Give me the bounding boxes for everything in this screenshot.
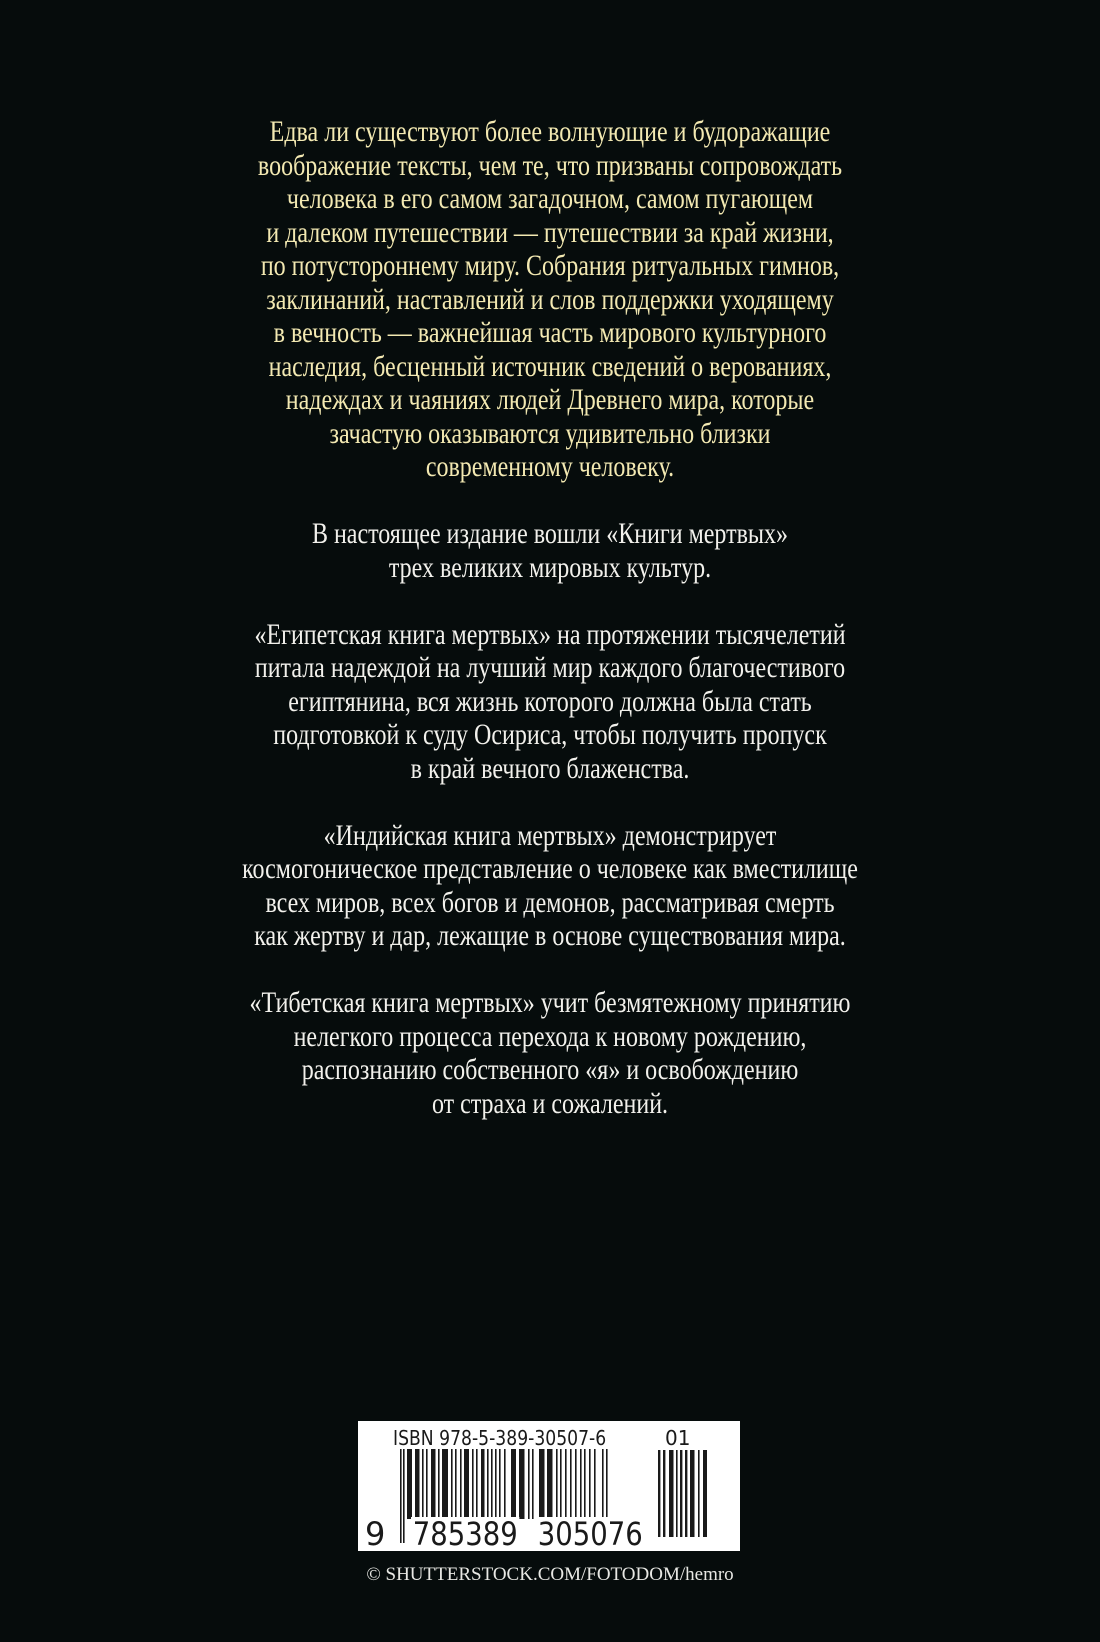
text-line: как жертву и дар, лежащие в основе существования мира. bbox=[254, 919, 846, 952]
text-line: от страха и сожалений. bbox=[431, 1086, 669, 1120]
text-line: заклинаний, наставлений и слов поддержки уходящему bbox=[266, 282, 834, 316]
text-line: всех миров, всех богов и демонов, рассматривая смерть bbox=[265, 885, 835, 919]
text-line: наследия, бесценный источник сведений о верованиях, bbox=[268, 349, 832, 383]
barcode-lead-digit: 9 bbox=[365, 1515, 386, 1553]
isbn-barcode bbox=[358, 1421, 740, 1551]
text-line: «Египетская книга мертвых» на протяжении тысячелетий bbox=[254, 617, 846, 651]
text-line: «Индийская книга мертвых» демонстрирует bbox=[323, 818, 777, 852]
indian-book-paragraph bbox=[0, 819, 1100, 953]
isbn-label: ISBN 978-5-389-30507-6 bbox=[393, 1426, 607, 1450]
intro-paragraph bbox=[0, 115, 1100, 484]
text-line: космогоническое представление о человеке как вместилище bbox=[242, 852, 858, 885]
text-line: египтянина, вся жизнь которого должна была стать bbox=[288, 684, 812, 718]
image-credit: © SHUTTERSTOCK.COM/FOTODOM/hemro bbox=[366, 1564, 734, 1585]
back-cover-text bbox=[0, 115, 1100, 1154]
text-line: распознанию собственного «я» и освобождению bbox=[301, 1053, 799, 1086]
text-line: нелегкого процесса перехода к новому рождению, bbox=[293, 1019, 807, 1053]
edition-contents-paragraph bbox=[0, 517, 1100, 584]
text-line: «Тибетская книга мертвых» учит безмятежному принятию bbox=[249, 986, 851, 1019]
barcode-right-digits: 305076 bbox=[537, 1515, 643, 1553]
text-line: надеждах и чаяниях людей Древнего мира, которые bbox=[285, 383, 815, 416]
barcode-addon-label: 01 bbox=[665, 1426, 691, 1450]
text-line: по потустороннему миру. Собрания ритуальных гимнов, bbox=[260, 249, 840, 282]
text-line: воображение тексты, чем те, что призваны сопровождать bbox=[257, 148, 843, 182]
text-line: В настоящее издание вошли «Книги мертвых» bbox=[311, 517, 789, 550]
text-line: и далеком путешествии — путешествии за край жизни, bbox=[266, 215, 834, 249]
egyptian-book-paragraph bbox=[0, 618, 1100, 786]
text-line: в вечность — важнейшая часть мирового культурного bbox=[273, 316, 827, 349]
barcode-left-digits: 785389 bbox=[412, 1515, 518, 1553]
text-line: современному человеку. bbox=[425, 450, 675, 483]
text-line: в край вечного блаженства. bbox=[410, 751, 690, 785]
text-line: человека в его самом загадочном, самом пугающем bbox=[286, 182, 814, 215]
text-line: Едва ли существуют более волнующие и будоражащие bbox=[269, 115, 831, 148]
text-line: трех великих мировых культур. bbox=[388, 550, 712, 584]
text-line: питала надеждой на лучший мир каждого благочестивого bbox=[254, 651, 846, 684]
tibetan-book-paragraph bbox=[0, 986, 1100, 1120]
text-line: подготовкой к суду Осириса, чтобы получить пропуск bbox=[273, 718, 827, 751]
text-line: зачастую оказываются удивительно близки bbox=[329, 416, 771, 450]
